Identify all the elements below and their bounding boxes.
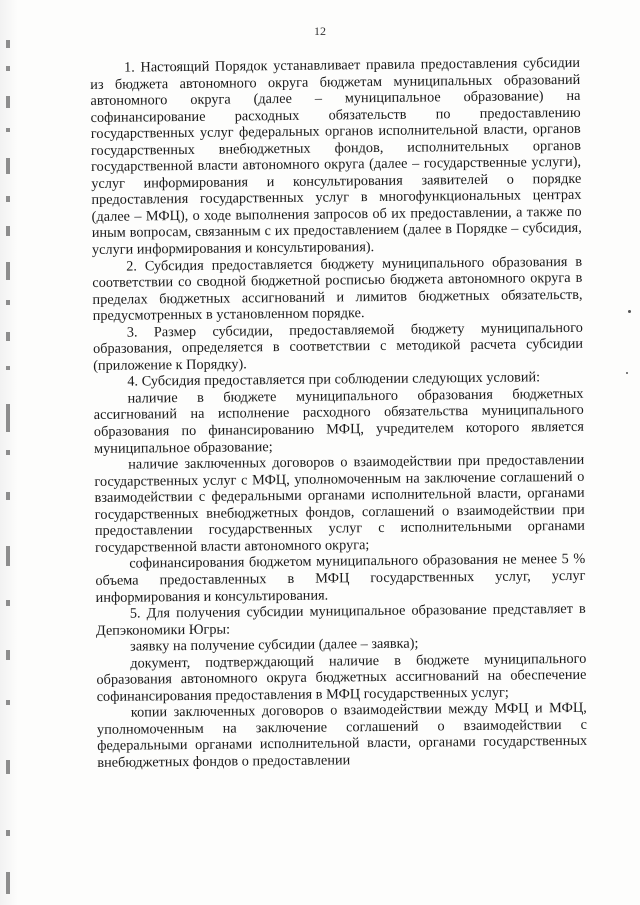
scan-artifact xyxy=(6,650,10,660)
scan-artifact xyxy=(6,300,10,305)
paragraph-4: 4. Субсидия предоставляется при соблюдении следующих условий: xyxy=(127,369,541,391)
scan-artifact xyxy=(6,332,10,341)
scan-artifact xyxy=(6,760,10,774)
scan-artifact xyxy=(6,128,10,132)
scan-artifact xyxy=(6,492,10,500)
scan-artifact xyxy=(6,404,10,432)
body-text xyxy=(90,55,587,772)
scan-artifact xyxy=(626,372,628,374)
scan-artifact xyxy=(6,872,10,894)
scan-artifact xyxy=(6,450,10,455)
scan-artifact xyxy=(6,40,10,48)
scan-artifact xyxy=(6,830,10,836)
scan-artifact xyxy=(6,366,10,370)
paragraph-2: 2. Субсидия предоставляется бюджету муниципального образования в соответствии со сводной бюджетной росписью бюджета автономного округа в пределах бюджетных ассигнований и лимитов бюджетных обязательств, предусмотренных в установленном порядке. xyxy=(92,253,583,325)
scan-artifact xyxy=(6,262,10,280)
binding-edge xyxy=(0,0,18,905)
scan-artifact xyxy=(6,158,10,174)
scan-artifact xyxy=(6,66,10,71)
scan-artifact xyxy=(6,600,10,606)
scan-artifact xyxy=(6,546,10,566)
scan-artifact xyxy=(6,196,10,202)
paragraph-4-condition-1: наличие в бюджете муниципального образования бюджетных ассигнований на исполнение расходного обязательства муниципального образования по финансированию МФЦ, учредителем которого является муниципальное образование; xyxy=(93,385,584,457)
paragraph-1: 1. Настоящий Порядок устанавливает правила предоставления субсидии из бюджета автономного округа бюджетам муниципальных образований автономного округа (далее – муниципальное образование) на софинансирование расходных обязательств по предоставлению государственных услуг федеральных органов исполнительной власти, органов государственных внебюджетных фондов, исполнительных органов государственной власти автономного округа (далее – государственные услуги), услуг информирования и консультирования заявителей о порядке предоставления государственных услуг в многофункциональных центрах (далее – МФЦ), о ходе выполнения запросов об их предоставлении, а также по иным вопросам, связанным с их предоставлением (далее в Порядке – субсидия, услуги информирования и консультирования). xyxy=(90,54,582,259)
page-number: 12 xyxy=(314,24,326,38)
scan-artifact xyxy=(628,310,631,313)
paragraph-5-item-3: копии заключенных договоров о взаимодействии между МФЦ и МФЦ, уполномоченным на заключение соглашений о взаимодействии с федеральными органами исполнительной власти, органами государственных внебюджетных фондов о предоставлении xyxy=(96,700,588,771)
scan-artifact xyxy=(6,226,10,236)
paragraph-5-item-1: заявку на получение субсидии (далее – заявка); xyxy=(130,635,419,655)
paragraph-5: 5. Для получения субсидии муниципальное образование представляет в Депэкономики Югры: xyxy=(95,600,586,639)
paragraph-3: 3. Размер субсидии, предоставляемой бюджету муниципального образования, определяется в соответствии с методикой расчета субсидии (приложение к Порядку). xyxy=(92,319,584,374)
paragraph-4-condition-3: софинансирования бюджетом муниципального образования не менее 5 % объема предоставленных в МФЦ государственных услуг, услуг информирования и консультирования. xyxy=(95,551,586,606)
scan-artifact xyxy=(6,700,10,705)
scan-artifact xyxy=(6,96,10,108)
paragraph-4-condition-2: наличие заключенных договоров о взаимодействии при предоставлении государственных услуг с МФЦ, уполномоченным на заключение соглашений о взаимодействии с федеральными органами исполнительной власти, органами государственных внебюджетных фондов, соглашений о взаимодействии при предоставлении государственных услуг с исполнительными органами государственной власти автономного округа; xyxy=(94,451,585,556)
paragraph-5-item-2: документ, подтверждающий наличие в бюджете муниципального образования автономного округа бюджетных ассигнований на обеспечение софинансирования предоставления в МФЦ государственных услуг; xyxy=(96,650,587,705)
